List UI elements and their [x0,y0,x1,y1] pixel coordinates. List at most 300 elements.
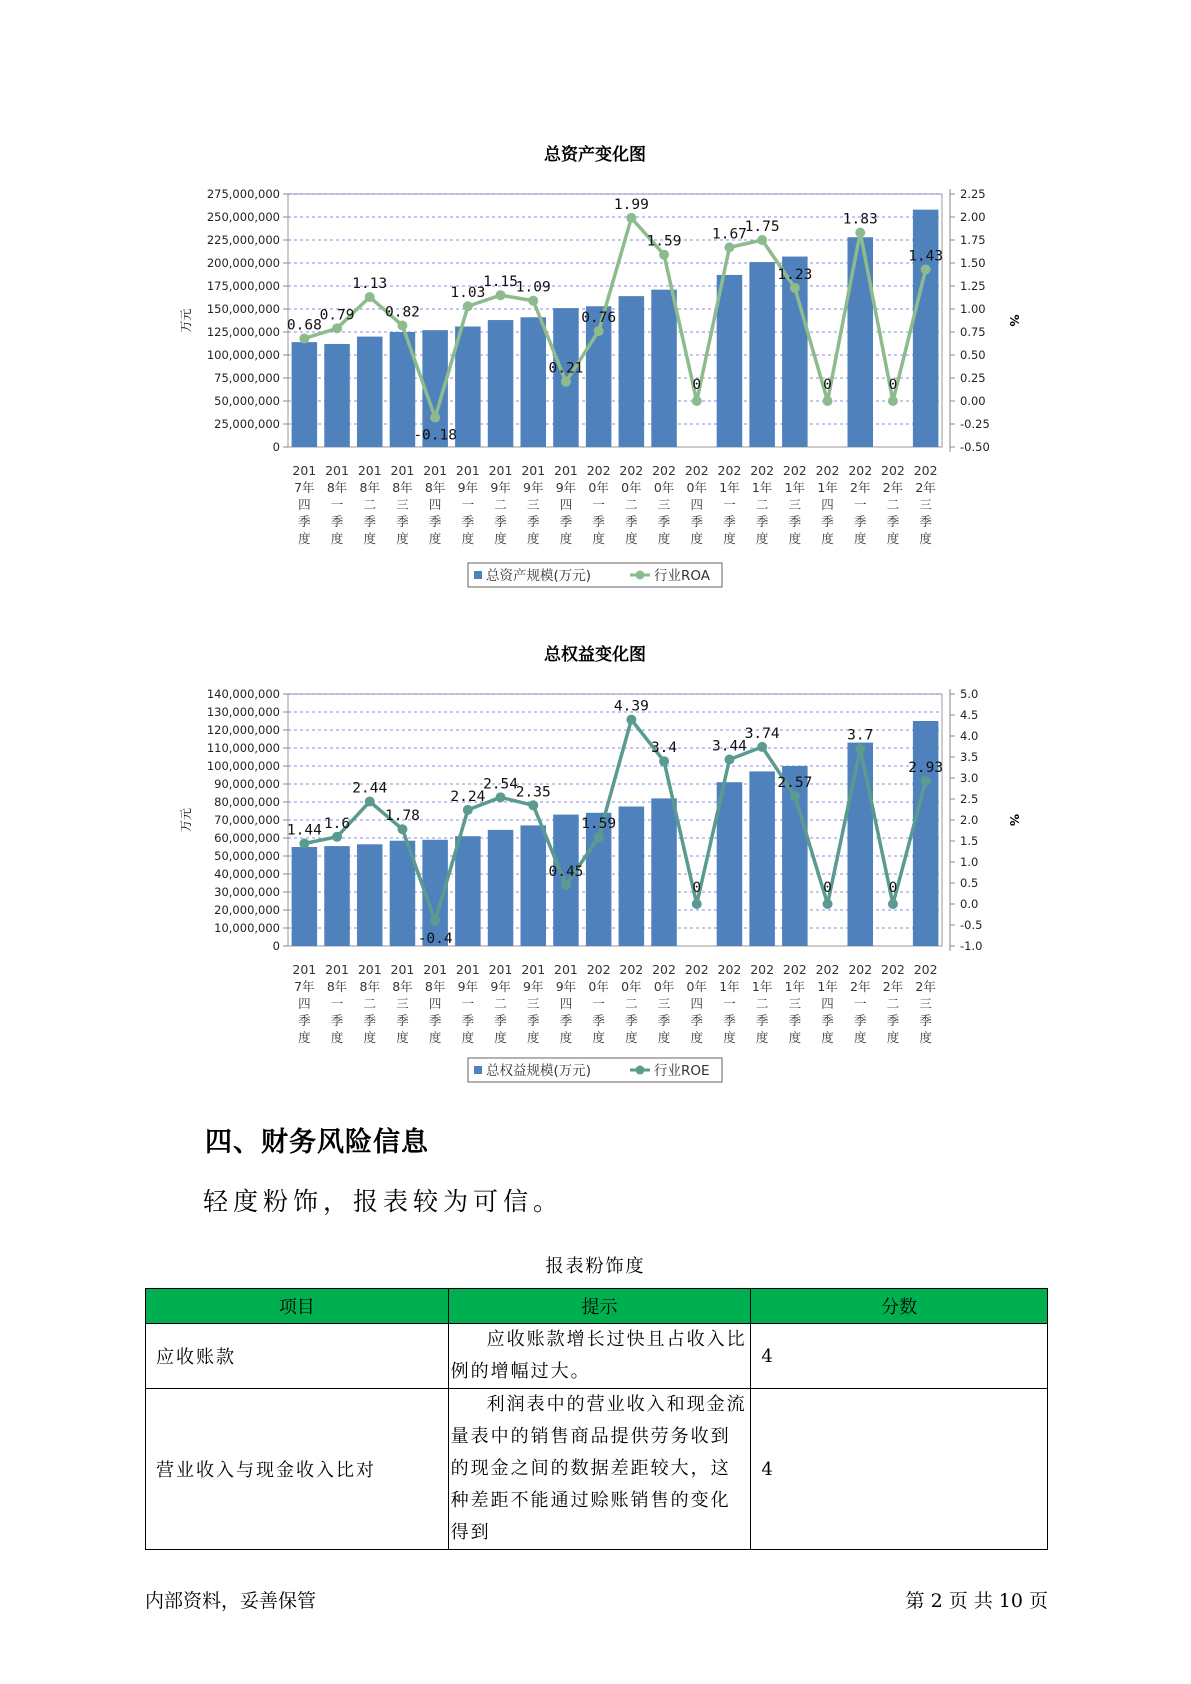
x-tick-label: 1年 [719,979,740,994]
line-point [692,899,702,909]
x-tick-label: 9年 [555,480,577,495]
line-point [692,396,702,406]
data-label: 1.03 [450,285,486,302]
x-tick-label: 度 [494,1030,507,1045]
x-tick-label: 一 [461,497,475,512]
x-tick-label: 201 [423,463,448,478]
x-tick-label: 度 [853,531,867,546]
line-point [659,250,669,260]
x-tick-label: 1年 [719,480,740,495]
y2-tick-label: -0.50 [960,440,990,454]
x-tick-label: 三 [526,996,540,1011]
x-tick-label: 一 [330,996,344,1011]
data-label: 0.21 [548,360,584,377]
total-equity-chart [0,638,1191,1098]
y2-tick-label: 1.5 [960,834,979,848]
y-axis-label: 万元 [179,308,193,333]
x-tick-label: 季 [821,514,834,529]
line-point [823,396,833,406]
line-point [561,880,571,890]
x-tick-label: 201 [521,463,546,478]
x-tick-label: 一 [853,497,867,512]
x-tick-label: 季 [330,514,344,529]
data-label: 0 [823,880,832,896]
line-point [659,756,669,766]
x-tick-label: 季 [494,1013,507,1028]
x-tick-label: 度 [690,1030,704,1045]
data-label: 0 [823,377,832,393]
data-label: 3.7 [847,727,874,744]
x-tick-label: 季 [461,1013,475,1028]
y-tick-label: 50,000,000 [214,849,280,863]
line-point [790,283,800,293]
x-tick-label: 度 [396,531,409,546]
x-tick-label: 度 [461,1030,475,1045]
row-hint: 应收账款增长过快且占收入比例的增幅过大。 [448,1324,751,1389]
x-tick-label: 三 [657,497,671,512]
chart-title: 总资产变化图 [544,145,646,165]
x-tick-label: 一 [723,497,736,512]
x-tick-label: 季 [690,1013,704,1028]
x-tick-label: 度 [821,1030,834,1045]
y-tick-label: 120,000,000 [206,723,280,737]
y2-tick-label: -1.0 [960,939,983,953]
x-tick-label: 2年 [882,979,904,994]
risk-summary-text: 轻度粉饰，报表较为可信。 [203,1187,564,1216]
x-tick-label: 0年 [653,979,675,994]
y2-tick-label: 0.00 [960,394,986,408]
y-tick-label: 0 [272,440,280,454]
y-tick-label: 100,000,000 [206,348,280,362]
legend-bar-swatch [474,1066,482,1074]
y2-tick-label: 4.0 [960,729,979,743]
x-tick-label: 度 [526,531,540,546]
x-tick-label: 度 [886,1030,900,1045]
x-tick-label: 三 [396,996,409,1011]
x-tick-label: 7年 [294,979,315,994]
section-heading: 四、财务风险信息 [205,1127,429,1158]
x-tick-label: 202 [848,962,873,977]
line-point [365,292,375,302]
x-tick-label: 2年 [915,979,936,994]
x-tick-label: 0年 [621,979,642,994]
footer-confidential: 内部资料，妥善保管 [145,1590,317,1612]
line-point [430,413,440,423]
x-tick-label: 季 [919,1013,932,1028]
x-tick-label: 度 [396,1030,409,1045]
x-tick-label: 四 [690,996,704,1011]
y-tick-label: 110,000,000 [206,741,280,755]
line-point [855,228,865,238]
x-tick-label: 0年 [621,480,642,495]
x-tick-label: 0年 [588,979,609,994]
risk-table [145,1288,1048,1550]
x-tick-label: 2年 [882,480,904,495]
x-tick-label: 季 [886,1013,900,1028]
x-tick-label: 201 [292,962,317,977]
x-tick-label: 1年 [817,979,838,994]
x-tick-label: 202 [750,463,775,478]
x-tick-label: 度 [755,531,769,546]
data-label: 3.74 [744,725,780,742]
x-tick-label: 季 [330,1013,344,1028]
data-label: 1.75 [744,219,780,235]
y2-axis-label: % [1007,813,1021,827]
x-tick-label: 度 [821,531,834,546]
x-tick-label: 四 [428,996,442,1011]
data-label: 1.59 [646,233,682,250]
bar [847,237,873,447]
x-tick-label: 度 [363,1030,377,1045]
bar [651,798,677,946]
x-tick-label: 二 [886,996,900,1011]
bar [619,296,645,447]
footer-page-number: 第 2 页 共 10 页 [905,1590,1048,1612]
x-tick-label: 季 [428,514,442,529]
x-tick-label: 201 [455,962,480,977]
column-header-item: 项目 [146,1289,449,1324]
line-point [299,333,309,343]
x-tick-label: 202 [586,463,611,478]
table-row [146,1324,1048,1389]
x-tick-label: 度 [657,531,671,546]
x-tick-label: 202 [815,463,840,478]
x-tick-label: 7年 [294,480,315,495]
data-label: 2.57 [777,775,813,792]
table-row [146,1389,1048,1550]
bar [619,807,645,947]
x-tick-label: 度 [559,1030,573,1045]
y-tick-label: 75,000,000 [214,371,280,385]
y2-tick-label: 1.25 [960,279,986,293]
x-tick-label: 202 [619,962,644,977]
bar [357,337,383,447]
row-item: 应收账款 [146,1324,449,1389]
x-tick-label: 202 [717,463,742,478]
x-tick-label: 季 [298,1013,311,1028]
y-tick-label: 20,000,000 [214,903,280,917]
x-tick-label: 季 [625,514,638,529]
x-tick-label: 三 [788,996,802,1011]
data-label: 0 [692,377,702,393]
data-label: 1.59 [581,816,617,833]
y2-tick-label: -0.5 [960,918,983,932]
line-point [299,839,309,849]
y2-tick-label: 2.5 [960,792,979,806]
line-point [921,264,931,274]
column-header-hint: 提示 [448,1289,751,1324]
x-tick-label: 度 [788,531,802,546]
x-tick-label: 8年 [392,979,413,994]
y-tick-label: 25,000,000 [214,417,280,431]
x-tick-label: 201 [554,962,578,977]
x-tick-label: 二 [755,497,769,512]
line-point [724,242,734,252]
bar [913,721,939,946]
line-point [397,321,407,331]
data-label: 2.93 [908,759,944,776]
legend-line-marker [636,571,645,580]
x-tick-label: 季 [919,514,932,529]
x-tick-label: 季 [559,514,573,529]
y2-tick-label: 1.50 [960,256,986,270]
legend-line-marker [636,1066,645,1075]
x-tick-label: 二 [625,996,638,1011]
x-tick-label: 202 [652,463,676,478]
x-tick-label: 季 [494,514,507,529]
x-tick-label: 202 [684,962,709,977]
x-tick-label: 202 [684,463,709,478]
data-label: 3.4 [650,740,678,757]
x-tick-label: 202 [619,463,644,478]
line-point [430,916,440,926]
x-tick-label: 季 [461,514,475,529]
line-point [561,377,571,387]
x-tick-label: 四 [298,996,311,1011]
x-tick-label: 季 [625,1013,638,1028]
x-tick-label: 一 [592,497,605,512]
x-tick-label: 三 [919,996,932,1011]
x-tick-label: 9年 [523,480,544,495]
y-tick-label: 140,000,000 [206,687,280,701]
x-tick-label: 9年 [457,979,479,994]
y2-tick-label: 0.25 [960,371,986,385]
x-tick-label: 1年 [751,480,773,495]
line-point [626,213,636,223]
row-hint: 利润表中的营业收入和现金流量表中的销售商品提供劳务收到的现金之间的数据差距较大，这种差距不能通过赊账销售的变化得到 [448,1389,751,1550]
x-tick-label: 1年 [784,979,806,994]
row-score: 4 [751,1324,1048,1389]
x-tick-label: 0年 [588,480,609,495]
x-tick-label: 201 [325,463,349,478]
x-tick-label: 度 [625,1030,638,1045]
x-tick-label: 8年 [326,979,348,994]
x-tick-label: 度 [657,1030,671,1045]
x-tick-label: 三 [788,497,802,512]
bar [292,847,318,946]
x-tick-label: 9年 [457,480,479,495]
x-tick-label: 201 [455,463,480,478]
x-tick-label: 季 [363,1013,377,1028]
line-point [528,800,538,810]
line-point [823,899,833,909]
x-tick-label: 一 [853,996,867,1011]
x-tick-label: 季 [657,514,671,529]
line-point [365,797,375,807]
x-tick-label: 0年 [653,480,675,495]
line-point [397,824,407,834]
bar [488,320,514,447]
x-tick-label: 度 [755,1030,769,1045]
y-tick-label: 60,000,000 [214,831,280,845]
y-axis-label: 万元 [179,807,193,833]
x-tick-label: 四 [690,497,704,512]
y-tick-label: 50,000,000 [214,394,280,408]
x-tick-label: 2年 [915,480,936,495]
data-label: 1.13 [352,276,388,293]
x-tick-label: 202 [815,962,840,977]
x-tick-label: 202 [717,962,742,977]
x-tick-label: 季 [657,1013,671,1028]
x-tick-label: 季 [788,514,802,529]
line-point [626,715,636,725]
y-tick-label: 30,000,000 [214,885,280,899]
x-tick-label: 度 [723,1030,736,1045]
data-label: 1.09 [515,279,551,296]
data-label: 4.39 [613,698,649,715]
x-tick-label: 201 [423,962,448,977]
y-tick-label: 40,000,000 [214,867,280,881]
bar [292,342,318,447]
x-tick-label: 季 [788,1013,802,1028]
line-point [332,323,342,333]
line-point [757,742,767,752]
data-label: 0.68 [286,317,322,334]
x-tick-label: 9年 [490,979,511,994]
y-tick-label: 100,000,000 [206,759,280,773]
x-tick-label: 季 [526,1013,540,1028]
line-point [594,326,604,336]
x-tick-label: 度 [690,531,704,546]
x-tick-label: 度 [788,1030,802,1045]
x-tick-label: 二 [363,996,377,1011]
table-caption: 报表粉饰度 [545,1256,646,1277]
x-tick-label: 201 [357,463,382,478]
x-tick-label: 二 [363,497,377,512]
line-point [855,744,865,754]
x-tick-label: 三 [657,996,671,1011]
y2-tick-label: 3.0 [960,771,979,785]
x-tick-label: 1年 [817,480,838,495]
line-point [757,235,767,245]
bar [488,830,514,946]
x-tick-label: 0年 [686,979,707,994]
x-tick-label: 度 [494,531,507,546]
x-tick-label: 0年 [686,480,707,495]
y-tick-label: 150,000,000 [206,302,280,316]
x-tick-label: 三 [526,497,540,512]
x-tick-label: 201 [357,962,382,977]
y2-tick-label: 1.75 [960,233,986,247]
data-label: 3.44 [711,738,747,755]
row-item: 营业收入与现金收入比对 [146,1389,449,1550]
total-assets-chart [0,140,1191,590]
y2-tick-label: 2.00 [960,210,986,224]
data-label: -0.4 [417,930,453,947]
y2-tick-label: 2.0 [960,813,979,827]
y2-tick-label: 3.5 [960,750,979,764]
y-tick-label: 80,000,000 [214,795,280,809]
y-tick-label: 225,000,000 [206,233,280,247]
y2-tick-label: 0.5 [960,876,979,890]
x-tick-label: 202 [750,962,775,977]
bar [749,771,775,946]
bar [324,846,350,946]
x-tick-label: 8年 [359,979,380,994]
x-tick-label: 1年 [751,979,773,994]
legend-bar-label: 总权益规模(万元) [486,1063,592,1079]
x-tick-label: 9年 [523,979,544,994]
data-label: 1.6 [323,815,351,832]
y-tick-label: 200,000,000 [206,256,280,270]
x-tick-label: 201 [292,463,317,478]
x-tick-label: 二 [755,996,769,1011]
data-label: 2.24 [450,788,486,805]
x-tick-label: 三 [396,497,409,512]
x-tick-label: 9年 [490,480,511,495]
data-label: 0 [888,377,898,393]
line-point [496,290,506,300]
table-header-row [146,1289,1048,1324]
x-tick-label: 201 [488,962,513,977]
y-tick-label: 0 [272,939,280,953]
x-tick-label: 201 [554,463,578,478]
line-point [921,776,931,786]
data-label: 2.35 [515,784,551,801]
x-tick-label: 度 [625,531,638,546]
x-tick-label: 季 [298,514,311,529]
y2-axis-label: % [1007,314,1021,327]
x-tick-label: 度 [330,1030,344,1045]
bar [520,825,546,946]
y-tick-label: 130,000,000 [206,705,280,719]
x-tick-label: 201 [390,962,415,977]
x-tick-label: 季 [723,514,736,529]
data-label: 0.82 [384,304,420,321]
x-tick-label: 度 [592,531,605,546]
line-point [888,899,898,909]
x-tick-label: 1年 [784,480,806,495]
chart-svg [0,638,1191,1098]
line-point [724,755,734,765]
x-tick-label: 度 [886,531,900,546]
x-tick-label: 二 [494,996,507,1011]
data-label: 0.45 [548,864,584,881]
x-tick-label: 二 [625,497,638,512]
column-header-score: 分数 [751,1289,1048,1324]
line-point [463,805,473,815]
y2-tick-label: 2.25 [960,187,986,201]
x-tick-label: 度 [298,1030,311,1045]
y2-tick-label: -0.25 [960,417,990,431]
x-tick-label: 度 [363,531,377,546]
legend-line-label: 行业ROA [654,568,711,584]
y-tick-label: 175,000,000 [206,279,280,293]
line-point [496,792,506,802]
x-tick-label: 季 [363,514,377,529]
x-tick-label: 202 [881,962,905,977]
x-tick-label: 季 [755,514,769,529]
bar [651,290,677,447]
x-tick-label: 2年 [850,480,871,495]
x-tick-label: 季 [592,514,605,529]
y2-tick-label: 0.50 [960,348,986,362]
bar [847,743,873,946]
line-point [332,832,342,842]
x-tick-label: 202 [652,962,676,977]
line-point [790,791,800,801]
x-tick-label: 季 [723,1013,736,1028]
x-tick-label: 201 [488,463,513,478]
x-tick-label: 度 [853,1030,867,1045]
x-tick-label: 202 [848,463,873,478]
y-tick-label: 70,000,000 [214,813,280,827]
data-label: 2.44 [352,780,388,797]
x-tick-label: 度 [428,1030,442,1045]
x-tick-label: 四 [821,497,834,512]
data-label: -0.18 [413,427,457,444]
y-tick-label: 125,000,000 [206,325,280,339]
